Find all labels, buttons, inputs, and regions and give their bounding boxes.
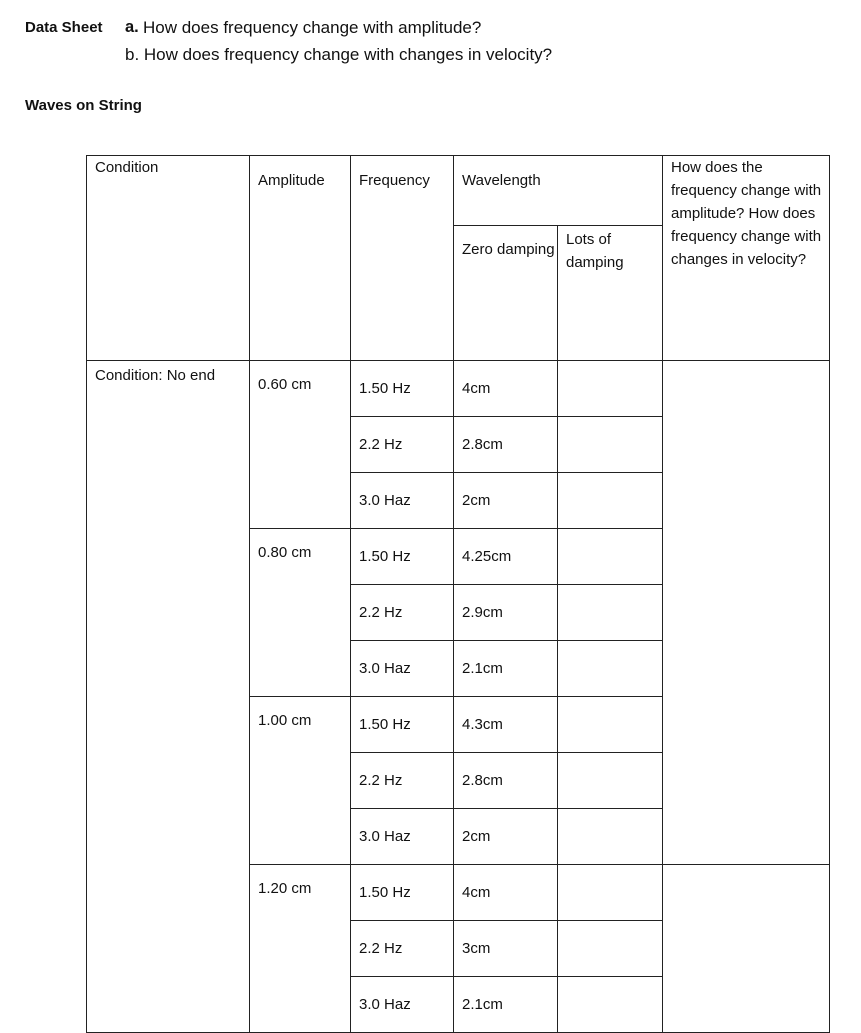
lots-damping-cell <box>558 529 663 585</box>
frequency-cell: 3.0 Haz <box>351 473 454 529</box>
lots-damping-cell <box>558 809 663 865</box>
frequency-cell: 3.0 Haz <box>351 641 454 697</box>
lots-damping-cell <box>558 977 663 1033</box>
question-a: How does frequency change with amplitude? <box>143 18 482 37</box>
lots-damping-cell <box>558 753 663 809</box>
question-answer-cell <box>663 361 830 865</box>
header-question: How does the frequency change with amplitude? How does frequency change with changes in velocity? <box>663 156 830 361</box>
frequency-cell: 1.50 Hz <box>351 865 454 921</box>
lots-damping-cell <box>558 473 663 529</box>
amplitude-cell: 1.00 cm <box>250 697 351 865</box>
frequency-cell: 2.2 Hz <box>351 585 454 641</box>
lots-damping-cell <box>558 361 663 417</box>
amplitude-cell: 0.80 cm <box>250 529 351 697</box>
zero-damping-cell: 2.9cm <box>454 585 558 641</box>
lots-damping-cell <box>558 641 663 697</box>
zero-damping-cell: 3cm <box>454 921 558 977</box>
section-title: Waves on String <box>25 97 142 114</box>
zero-damping-cell: 4cm <box>454 361 558 417</box>
condition-cell: Condition: No end <box>87 361 250 1033</box>
lots-damping-cell <box>558 585 663 641</box>
zero-damping-cell: 2.1cm <box>454 977 558 1033</box>
zero-damping-cell: 4cm <box>454 865 558 921</box>
lots-damping-cell <box>558 697 663 753</box>
frequency-cell: 2.2 Hz <box>351 417 454 473</box>
question-b: b. How does frequency change with changes in velocity? <box>125 45 553 64</box>
lots-damping-cell <box>558 417 663 473</box>
amplitude-cell: 1.20 cm <box>250 865 351 1033</box>
zero-damping-cell: 4.25cm <box>454 529 558 585</box>
header-zero-damping: Zero damping <box>454 226 558 361</box>
lots-damping-cell <box>558 921 663 977</box>
zero-damping-cell: 2.8cm <box>454 753 558 809</box>
frequency-cell: 3.0 Haz <box>351 809 454 865</box>
header-amplitude: Amplitude <box>250 156 351 361</box>
frequency-cell: 3.0 Haz <box>351 977 454 1033</box>
data-sheet-label: Data Sheet <box>25 19 103 36</box>
header-condition: Condition <box>87 156 250 361</box>
data-table <box>86 155 830 1033</box>
zero-damping-cell: 2cm <box>454 809 558 865</box>
frequency-cell: 1.50 Hz <box>351 697 454 753</box>
zero-damping-cell: 2.8cm <box>454 417 558 473</box>
zero-damping-cell: 2cm <box>454 473 558 529</box>
zero-damping-cell: 4.3cm <box>454 697 558 753</box>
frequency-cell: 2.2 Hz <box>351 921 454 977</box>
zero-damping-cell: 2.1cm <box>454 641 558 697</box>
amplitude-cell: 0.60 cm <box>250 361 351 529</box>
question-a-prefix: a. <box>125 18 139 36</box>
question-answer-cell <box>663 865 830 1033</box>
header-frequency: Frequency <box>351 156 454 361</box>
frequency-cell: 1.50 Hz <box>351 529 454 585</box>
lots-damping-cell <box>558 865 663 921</box>
frequency-cell: 2.2 Hz <box>351 753 454 809</box>
frequency-cell: 1.50 Hz <box>351 361 454 417</box>
header-lots-damping: Lots of damping <box>558 226 663 361</box>
header-wavelength: Wavelength <box>454 156 663 226</box>
table-row <box>87 361 830 417</box>
